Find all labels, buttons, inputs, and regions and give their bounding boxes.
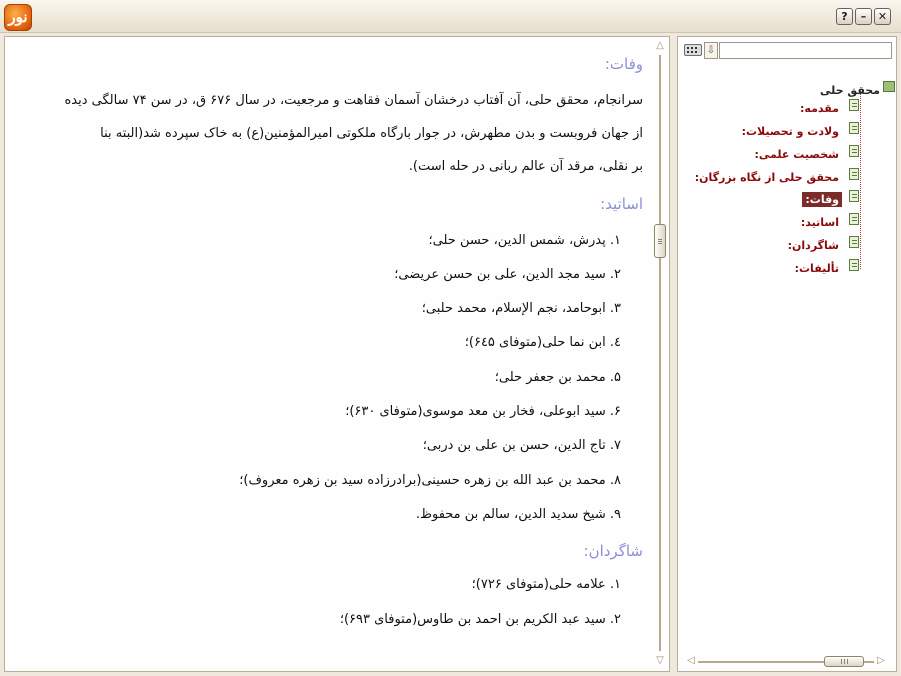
scroll-thumb[interactable] <box>824 656 864 667</box>
list-item: ۲. سید مجد الدین، علی بن حسن عریضی؛ <box>394 267 621 282</box>
page-icon <box>849 236 859 248</box>
heading-teachers: اساتید: <box>600 195 643 213</box>
tree-item-scholarly-character[interactable]: شخصیت علمی: <box>752 143 842 161</box>
list-item: ۳. ابوحامد، نجم الإسلام، محمد حلبی؛ <box>421 301 621 316</box>
heading-death: وفات: <box>604 55 643 73</box>
tree-item-elders-view[interactable]: محقق حلی از نگاه بزرگان: <box>692 166 842 184</box>
search-button[interactable]: ⇩ <box>704 42 718 59</box>
tree-pane <box>677 36 897 672</box>
title-bar <box>0 0 901 33</box>
page-icon <box>849 168 859 180</box>
page-icon <box>849 259 859 271</box>
paragraph-line: از جهان فروبست و بدن مطهرش، در جوار بارگاه ملکوتی امیرالمؤمنین(ع) به خاک سپرده شد(البته بنا <box>100 126 643 141</box>
tree-item-teachers[interactable]: اساتید: <box>798 211 842 229</box>
list-item: ۷. تاج الدین، حسن بن علی بن دربی؛ <box>422 438 621 453</box>
tree-item-works[interactable]: تألیفات: <box>792 257 842 275</box>
close-button[interactable]: ✕ <box>874 8 891 25</box>
list-item: ۱. پدرش، شمس الدین، حسن حلی؛ <box>428 233 621 248</box>
book-icon <box>883 81 895 92</box>
keyboard-icon[interactable] <box>684 44 702 56</box>
scroll-up-arrow-icon[interactable]: △ <box>656 40 664 51</box>
tree-root-label: محقق حلی <box>820 84 880 97</box>
tree-item-students[interactable]: شاگردان: <box>785 234 842 252</box>
scroll-down-arrow-icon[interactable]: ▽ <box>656 655 664 666</box>
tree-item-death[interactable]: وفات: <box>802 188 842 206</box>
page-icon <box>849 145 859 157</box>
page-icon <box>849 190 859 202</box>
list-item: ۱. علامه حلی(متوفای ۷۲۶)؛ <box>471 577 621 592</box>
list-item: ٤. ابن نما حلی(متوفای ۶٤۵)؛ <box>464 335 621 350</box>
tree-horizontal-scrollbar[interactable] <box>684 654 890 668</box>
scroll-right-arrow-icon[interactable]: ▷ <box>877 655 885 666</box>
minimize-button[interactable]: – <box>855 8 872 25</box>
content-pane <box>4 36 670 672</box>
scroll-thumb[interactable] <box>654 224 666 258</box>
tree-item-birth[interactable]: ولادت و تحصیلات: <box>739 120 842 138</box>
page-icon <box>849 122 859 134</box>
list-item: ۲. سید عبد الکریم بن احمد بن طاوس(متوفای ۶۹۳)؛ <box>339 612 621 627</box>
scroll-left-arrow-icon[interactable]: ◁ <box>687 655 695 666</box>
scroll-track[interactable] <box>659 55 661 651</box>
list-item: ۹. شیخ سدید الدین، سالم بن محفوظ. <box>415 507 621 522</box>
app-logo[interactable]: نور <box>4 4 32 31</box>
content-scrollbar[interactable] <box>651 37 669 671</box>
heading-students: شاگردان: <box>583 542 643 560</box>
tree-item-introduction[interactable]: مقدمه: <box>797 97 842 115</box>
tree-connector <box>860 93 861 269</box>
help-button[interactable]: ? <box>836 8 853 25</box>
list-item: ۸. محمد بن عبد الله بن زهره حسینی(برادرزاده سید بن زهره معروف)؛ <box>239 473 621 488</box>
tree-root[interactable] <box>820 79 880 95</box>
paragraph-line: سرانجام، محقق حلی، آن آفتاب درخشان آسمان فقاهت و مرجعیت، در سال ۶۷۶ ق، در سن ۷۴ سالگی دیده <box>64 93 643 108</box>
page-icon <box>849 213 859 225</box>
tree-search-bar <box>682 42 892 60</box>
article-text <box>5 37 651 671</box>
paragraph-line: بر نقلی، مرقد آن عالم ربانی در حله است). <box>408 159 643 174</box>
tree-search-input[interactable] <box>719 42 892 59</box>
page-icon <box>849 99 859 111</box>
list-item: ۶. سید ابوعلی، فخار بن معد موسوی(متوفای ۶۳۰)؛ <box>345 404 621 419</box>
list-item: ۵. محمد بن جعفر حلی؛ <box>494 370 621 385</box>
